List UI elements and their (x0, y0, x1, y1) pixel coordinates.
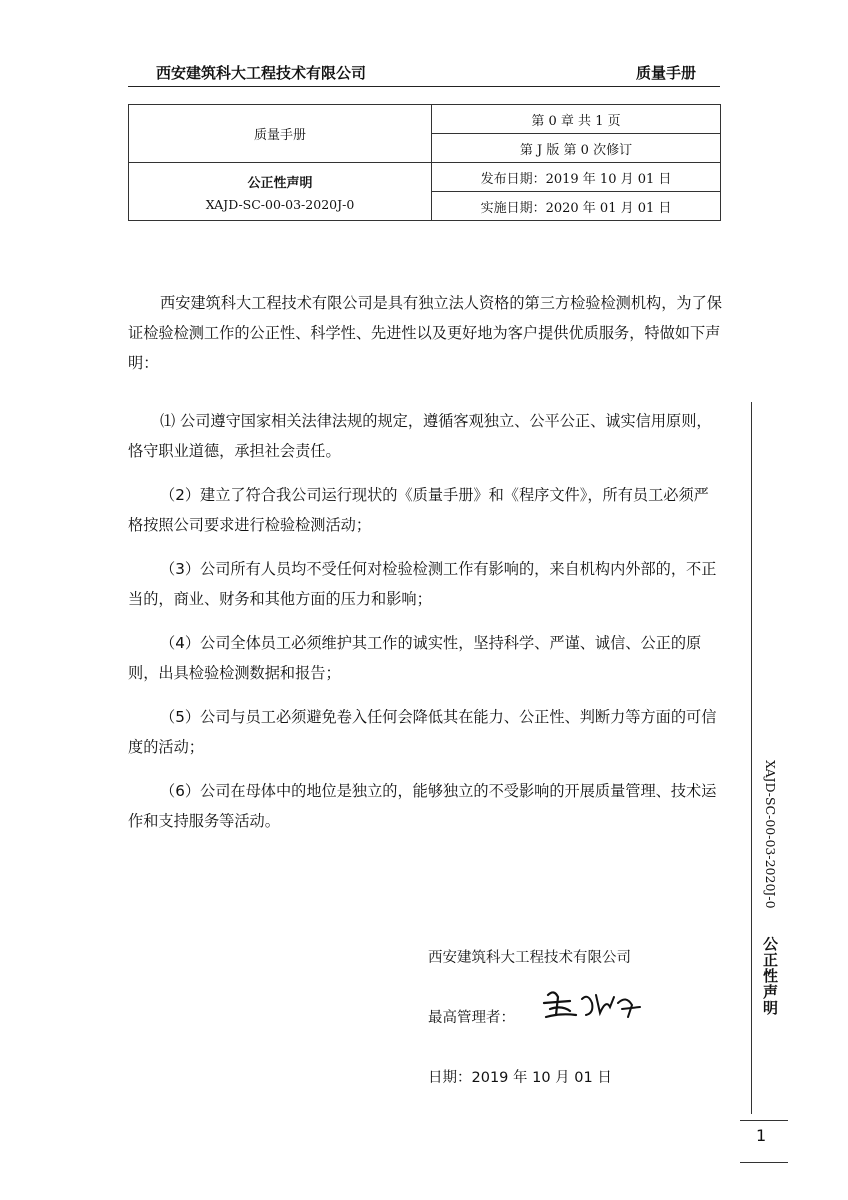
handwritten-signature (540, 985, 650, 1025)
chapter-cell: 第 0 章 共 1 页 (432, 105, 721, 134)
impl-date-cell: 实施日期：2020 年 01 月 01 日 (432, 192, 721, 221)
doc-title-cell (129, 163, 432, 221)
side-doc-code: XAJD-SC-00-03-2020J-0 (763, 760, 778, 909)
declaration-item: ⑴ 公司遵守国家相关法律法规的规定，遵循客观独立、公平公正、诚实信用原则，恪守职业道德，承担社会责任。 (128, 412, 712, 460)
issue-date-cell: 发布日期：2019 年 10 月 01 日 (432, 163, 721, 192)
doc-code: XAJD-SC-00-03-2020J-0 (205, 196, 355, 212)
page-number: 1 (756, 1126, 767, 1145)
header-manual: 质量手册 (635, 64, 696, 82)
manual-name-cell: 质量手册 (129, 105, 432, 163)
info-table (128, 104, 721, 221)
page-header (128, 60, 720, 86)
declaration-item: （3）公司所有人员均不受任何对检验检测工作有影响的，来自机构内外部的，不正当的，商业、财务和其他方面的压力和影响； (128, 560, 717, 608)
intro-paragraph: 西安建筑科大工程技术有限公司是具有独立法人资格的第三方检验检测机构，为了保证检验检测工作的公正性、科学性、先进性以及更好地为客户提供优质服务，特做如下声明： (128, 294, 722, 372)
declaration-item: （5）公司与员工必须避免卷入任何会降低其在能力、公正性、判断力等方面的可信度的活动； (128, 708, 717, 756)
doc-title: 公正性声明 (247, 175, 313, 191)
signature-company: 西安建筑科大工程技术有限公司 (428, 950, 631, 966)
side-label (760, 760, 781, 1016)
header-company: 西安建筑科大工程技术有限公司 (156, 64, 367, 82)
page-number-rule-bottom (740, 1162, 788, 1163)
manager-label: 最高管理者： (428, 1010, 515, 1026)
side-divider (751, 402, 752, 1114)
signature-date: 日期：2019 年 10 月 01 日 (428, 1070, 612, 1086)
declaration-item: （6）公司在母体中的地位是独立的，能够独立的不受影响的开展质量管理、技术运作和支持服务等活动。 (128, 782, 717, 830)
header-rule (128, 86, 720, 87)
side-doc-title: 公正性声明 (761, 935, 779, 1016)
declaration-items (128, 406, 722, 850)
intro-section (128, 288, 722, 378)
declaration-item: （4）公司全体员工必须维护其工作的诚实性，坚持科学、严谨、诚信、公正的原则，出具检验检测数据和报告； (128, 634, 702, 682)
version-cell: 第 J 版 第 0 次修订 (432, 134, 721, 163)
declaration-item: （2）建立了符合我公司运行现状的《质量手册》和《程序文件》，所有员工必须严格按照公司要求进行检验检测活动； (128, 486, 709, 534)
page-number-rule-top (740, 1120, 788, 1121)
